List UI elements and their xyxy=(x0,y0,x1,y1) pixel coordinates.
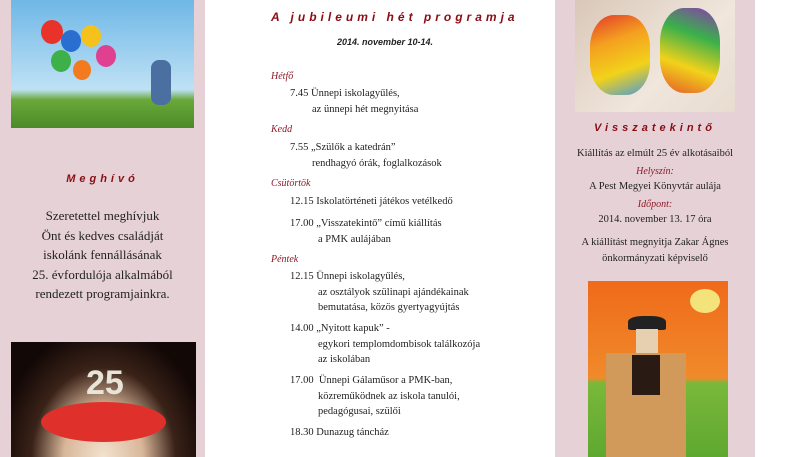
program-event: 7.45 Ünnepi iskolagyűlés, az ünnepi hét megnyitása xyxy=(290,88,419,115)
program-event: 14.00 „Nyitott kapuk” - egykori templomdombisok találkozója az iskolában xyxy=(290,323,481,365)
time-label: Időpont: xyxy=(637,199,673,210)
shepherd-painting xyxy=(588,281,728,457)
invitation-line: rendezett programjainkra. xyxy=(35,286,170,301)
invitation-text xyxy=(0,206,205,304)
invitation-line: Önt és kedves családját xyxy=(41,227,164,243)
exhibition-subtitle: Kiállítás az elmúlt 25 év alkotásaiból xyxy=(577,148,733,159)
invitation-heading: Meghívó xyxy=(66,173,139,185)
balloons-photo xyxy=(11,0,194,128)
program-event: 17.00 „Visszatekintő” című kiállítás a PMK aulájában xyxy=(290,218,442,245)
opener-line: A kiállítást megnyitja Zakar Ágnes xyxy=(581,237,729,248)
left-panel xyxy=(0,0,205,457)
place-label: Helyszín: xyxy=(636,166,674,177)
day-label: Hétfő xyxy=(271,71,294,82)
day-label: Csütörtök xyxy=(271,178,311,189)
day-label: Péntek xyxy=(271,254,299,265)
opener-text xyxy=(555,235,755,267)
exhibition-heading: Visszatekintő xyxy=(594,122,716,134)
invitation-line: Szeretettel meghívjuk xyxy=(45,208,160,223)
invitation-line: iskolánk fennállásának xyxy=(43,247,162,262)
program-event: 12.15 Ünnepi iskolagyűlés, az osztályok szülinapi ajándékainak bemutatása, közös gyertyagyújtás xyxy=(290,271,469,313)
birthday-cake-photo: 25 xyxy=(11,342,196,457)
painted-hands-photo xyxy=(575,0,735,112)
program-title: A jubileumi hét programja xyxy=(271,10,519,24)
program-event: 17.00 Ünnepi Gálaműsor a PMK-ban, közreműködnek az iskola tanulói, pedagógusai, szülői xyxy=(290,375,460,417)
program-event: 7.55 „Szülők a katedrán” rendhagyó órák, foglalkozások xyxy=(290,142,442,169)
invitation-line: 25. évfordulója alkalmából xyxy=(32,266,173,282)
right-panel xyxy=(555,0,755,457)
program-event: 18.30 Dunazug táncház xyxy=(290,427,389,438)
place-value: A Pest Megyei Könyvtár aulája xyxy=(589,181,721,192)
opener-line: önkormányzati képviselő xyxy=(602,253,708,264)
time-value: 2014. november 13. 17 óra xyxy=(598,214,712,225)
program-event: 12.15 Iskolatörténeti játékos vetélkedő xyxy=(290,196,453,207)
program-dates: 2014. november 10-14. xyxy=(337,37,434,47)
day-label: Kedd xyxy=(271,124,293,135)
